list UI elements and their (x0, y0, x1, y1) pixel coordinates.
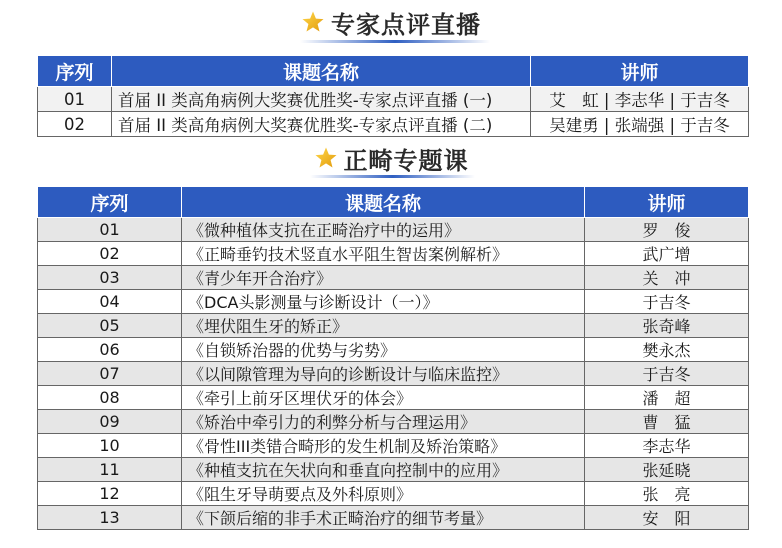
cell-lecturer: 张延晓 (585, 458, 749, 482)
cell-topic: 《微种植体支抗在正畸治疗中的运用》 (182, 218, 585, 242)
orthodontic-topics-table (37, 186, 749, 530)
cell-index: 06 (38, 338, 182, 362)
cell-index: 13 (38, 506, 182, 530)
cell-index: 03 (38, 266, 182, 290)
cell-topic: 《以间隙管理为导向的诊断设计与临床监控》 (182, 362, 585, 386)
col-header-index: 序列 (38, 56, 112, 87)
table-row (38, 218, 749, 242)
cell-index: 01 (38, 87, 112, 112)
section-title-text: 正畸专题课 (343, 146, 469, 175)
star-icon (301, 10, 325, 34)
cell-index: 05 (38, 314, 182, 338)
title-underline (300, 40, 490, 43)
table-row (38, 482, 749, 506)
cell-lecturer: 樊永杰 (585, 338, 749, 362)
star-icon (314, 146, 338, 170)
cell-topic: 《牵引上前牙区埋伏牙的体会》 (182, 386, 585, 410)
cell-topic: 《下颌后缩的非手术正畸治疗的细节考量》 (182, 506, 585, 530)
cell-topic: 《矫治中牵引力的利弊分析与合理运用》 (182, 410, 585, 434)
col-header-index: 序列 (38, 187, 182, 218)
cell-lecturer: 曹 猛 (585, 410, 749, 434)
cell-index: 02 (38, 112, 112, 137)
col-header-topic: 课题名称 (112, 56, 531, 87)
col-header-topic: 课题名称 (182, 187, 585, 218)
cell-index: 12 (38, 482, 182, 506)
table-row (38, 410, 749, 434)
col-header-lecturer: 讲师 (585, 187, 749, 218)
cell-index: 08 (38, 386, 182, 410)
table-row (38, 338, 749, 362)
cell-topic: 《骨性III类错合畸形的发生机制及矫治策略》 (182, 434, 585, 458)
cell-topic: 《DCA头影测量与诊断设计（一）》 (182, 290, 585, 314)
cell-index: 04 (38, 290, 182, 314)
section-title-text: 专家点评直播 (331, 10, 481, 39)
cell-index: 10 (38, 434, 182, 458)
cell-topic: 《自锁矫治器的优势与劣势》 (182, 338, 585, 362)
table-row (38, 362, 749, 386)
cell-lecturer: 潘 超 (585, 386, 749, 410)
section-title-orthodontic-topics (0, 140, 782, 176)
table-row (38, 87, 749, 112)
table-row (38, 458, 749, 482)
table-row (38, 242, 749, 266)
cell-lecturer: 于吉冬 (585, 290, 749, 314)
expert-review-table (37, 55, 749, 137)
cell-lecturer: 关 冲 (585, 266, 749, 290)
cell-lecturer: 吴建勇 | 张端强 | 于吉冬 (531, 112, 749, 137)
cell-topic: 首届 II 类高角病例大奖赛优胜奖-专家点评直播 (二) (112, 112, 531, 137)
table-row (38, 290, 749, 314)
cell-index: 11 (38, 458, 182, 482)
cell-lecturer: 于吉冬 (585, 362, 749, 386)
table-header-row (38, 187, 749, 218)
table-row (38, 266, 749, 290)
cell-topic: 首届 II 类高角病例大奖赛优胜奖-专家点评直播 (一) (112, 87, 531, 112)
cell-lecturer: 安 阳 (585, 506, 749, 530)
cell-index: 02 (38, 242, 182, 266)
cell-lecturer: 张 亮 (585, 482, 749, 506)
cell-lecturer: 张奇峰 (585, 314, 749, 338)
cell-lecturer: 李志华 (585, 434, 749, 458)
cell-index: 09 (38, 410, 182, 434)
cell-lecturer: 武广增 (585, 242, 749, 266)
table-header-row (38, 56, 749, 87)
cell-topic: 《埋伏阻生牙的矫正》 (182, 314, 585, 338)
cell-topic: 《阻生牙导萌要点及外科原则》 (182, 482, 585, 506)
cell-topic: 《正畸垂钓技术竖直水平阻生智齿案例解析》 (182, 242, 585, 266)
cell-lecturer: 罗 俊 (585, 218, 749, 242)
cell-topic: 《青少年开合治疗》 (182, 266, 585, 290)
table-row (38, 506, 749, 530)
cell-index: 01 (38, 218, 182, 242)
title-underline (310, 175, 475, 178)
table-row (38, 386, 749, 410)
table-row (38, 112, 749, 137)
cell-lecturer: 艾 虹 | 李志华 | 于吉冬 (531, 87, 749, 112)
cell-topic: 《种植支抗在矢状向和垂直向控制中的应用》 (182, 458, 585, 482)
table-row (38, 434, 749, 458)
cell-index: 07 (38, 362, 182, 386)
col-header-lecturer: 讲师 (531, 56, 749, 87)
section-title-expert-review (0, 4, 782, 40)
table-row (38, 314, 749, 338)
